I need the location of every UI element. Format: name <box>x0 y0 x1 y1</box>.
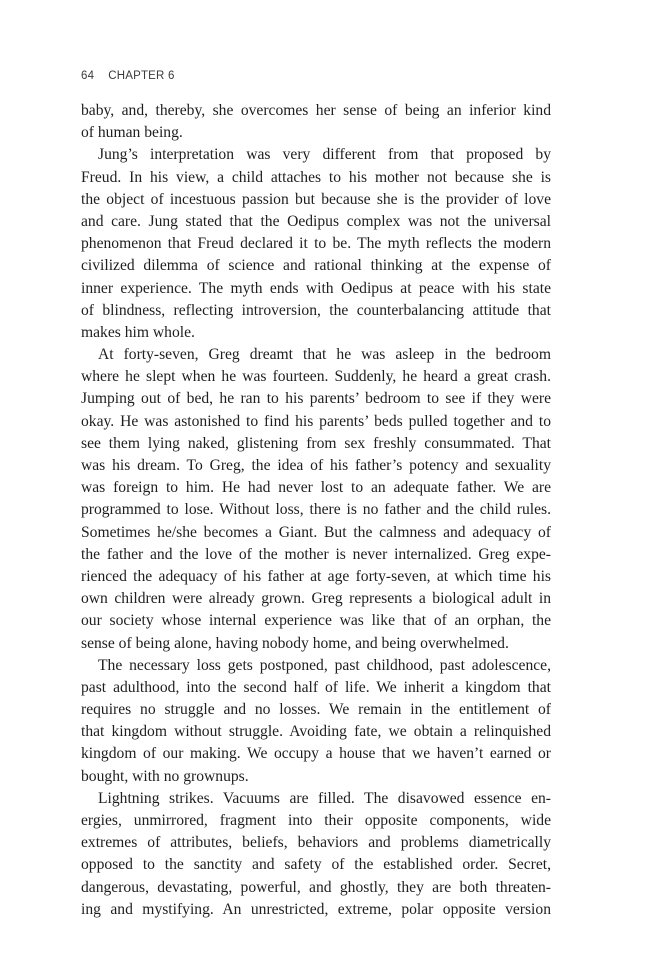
text-line: Sometimes he/she becomes a Giant. But the calmness and adequacy of <box>81 523 551 541</box>
text-line: opposed to the sanctity and safety of the established order. Secret, <box>81 856 551 874</box>
text-line: civilized dilemma of science and rational thinking at the expense of <box>81 257 551 275</box>
text-line: At forty-seven, Greg dreamt that he was asleep in the bedroom <box>98 346 551 364</box>
paragraph <box>81 655 551 788</box>
text-line: our society whose internal experience was like that of an orphan, the <box>81 612 551 630</box>
text-line: sense of being alone, having nobody home, and being overwhelmed. <box>81 634 509 652</box>
text-line: that kingdom without struggle. Avoiding fate, we obtain a relinquished <box>81 723 551 741</box>
text-line: phenomenon that Freud declared it to be. The myth reflects the modern <box>81 235 551 253</box>
text-line: ing and mystifying. An unrestricted, extreme, polar opposite version <box>81 900 551 918</box>
text-line: see them lying naked, glistening from sex freshly consummated. That <box>81 434 551 452</box>
text-line: where he slept when he was fourteen. Suddenly, he heard a great crash. <box>81 368 551 386</box>
text-line: own children were already grown. Greg represents a biological adult in <box>81 590 551 608</box>
text-line: bought, with no grownups. <box>81 767 249 785</box>
text-line: of human being. <box>81 124 183 142</box>
text-line: and care. Jung stated that the Oedipus complex was not the universal <box>81 212 551 230</box>
text-line: rienced the adequacy of his father at age forty-seven, at which time his <box>81 567 551 585</box>
text-line: was foreign to him. He had never lost to an adequate father. We are <box>81 479 551 497</box>
text-line: ergies, unmirrored, fragment into their opposite components, wide <box>81 812 551 829</box>
paragraph <box>81 788 551 921</box>
text-line: makes him whole. <box>81 323 195 341</box>
text-line: Jung’s interpretation was very different from that proposed by <box>98 146 551 164</box>
page-number: 64 <box>81 70 95 82</box>
text-line: kingdom of our making. We occupy a house that we haven’t earned or <box>81 745 551 763</box>
chapter-label: CHAPTER 6 <box>108 70 175 82</box>
text-line: Jumping out of bed, he ran to his parents’ bedroom to see if they were <box>81 390 551 408</box>
text-line: the object of incestuous passion but because she is the provider of love <box>81 190 551 208</box>
paragraph <box>81 100 551 144</box>
running-head <box>81 70 175 82</box>
paragraph <box>81 144 551 344</box>
text-line: past adulthood, into the second half of life. We inherit a kingdom that <box>81 678 551 696</box>
text-line: programmed to lose. Without loss, there is no father and the child rules. <box>81 501 551 519</box>
paragraph <box>81 344 551 655</box>
text-line: inner experience. The myth ends with Oedipus at peace with his state <box>81 279 551 297</box>
text-line: okay. He was astonished to find his parents’ beds pulled together and to <box>81 412 551 430</box>
text-line: the father and the love of the mother is never internalized. Greg expe- <box>81 545 551 563</box>
body-text <box>81 100 551 921</box>
text-line: dangerous, devastating, powerful, and ghostly, they are both threaten- <box>81 878 551 896</box>
text-line: Freud. In his view, a child attaches to his mother not because she is <box>81 168 551 186</box>
text-line: of blindness, reflecting introversion, the counterbalancing attitude that <box>81 301 551 319</box>
text-line: baby, and, thereby, she overcomes her sense of being an inferior kind <box>81 102 551 119</box>
text-line: extremes of attributes, beliefs, behaviors and problems diametrically <box>81 834 551 852</box>
text-line: The necessary loss gets postponed, past childhood, past adolescence, <box>98 656 551 674</box>
text-line: was his dream. To Greg, the idea of his father’s potency and sexuality <box>81 457 551 474</box>
text-line: Lightning strikes. Vacuums are filled. The disavowed essence en- <box>98 789 551 807</box>
text-line: requires no struggle and no losses. We remain in the entitlement of <box>81 701 551 719</box>
